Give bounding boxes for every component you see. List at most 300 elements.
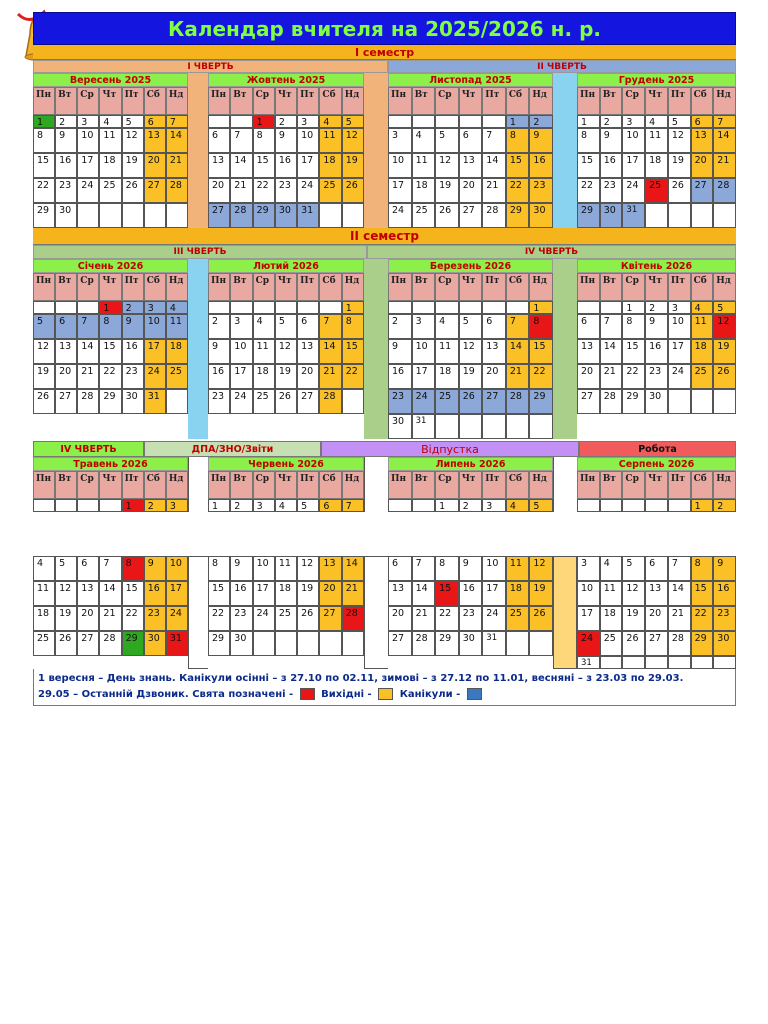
weekday-tue: Вт bbox=[600, 471, 623, 499]
day-grid bbox=[33, 499, 188, 512]
day-cell: 4 bbox=[691, 301, 714, 314]
day-cell: 20 bbox=[459, 178, 483, 203]
day-cell: 1 bbox=[342, 301, 364, 314]
weekday-sun: Нд bbox=[529, 273, 553, 301]
weekday-wed: Ср bbox=[435, 273, 459, 301]
weekday-tue: Вт bbox=[230, 471, 252, 499]
month-title: Травень 2026 bbox=[33, 457, 188, 471]
day-cell: 14 bbox=[99, 581, 121, 606]
day-cell: 23 bbox=[230, 606, 252, 631]
weekday-fri: Пт bbox=[122, 87, 144, 115]
day-cell bbox=[713, 656, 736, 669]
day-cell: 7 bbox=[482, 128, 506, 153]
weekday-sun: Нд bbox=[342, 273, 364, 301]
weekday-wed: Ср bbox=[435, 87, 459, 115]
day-cell: 19 bbox=[33, 364, 55, 389]
day-cell: 11 bbox=[600, 581, 623, 606]
day-cell: 11 bbox=[691, 314, 714, 339]
day-grid bbox=[33, 301, 188, 414]
day-cell: 16 bbox=[600, 153, 623, 178]
day-cell: 9 bbox=[713, 556, 736, 581]
day-cell: 16 bbox=[388, 364, 412, 389]
day-cell: 2 bbox=[275, 115, 297, 128]
day-cell: 6 bbox=[297, 314, 319, 339]
day-cell: 22 bbox=[577, 178, 600, 203]
day-cell: 26 bbox=[342, 178, 364, 203]
day-cell: 17 bbox=[412, 364, 436, 389]
day-cell bbox=[208, 301, 230, 314]
day-cell: 1 bbox=[506, 115, 530, 128]
day-cell bbox=[600, 301, 623, 314]
day-cell: 11 bbox=[506, 556, 530, 581]
day-cell: 1 bbox=[208, 499, 230, 512]
day-cell: 20 bbox=[482, 364, 506, 389]
day-cell: 24 bbox=[253, 606, 275, 631]
weekday-tue: Вт bbox=[600, 273, 623, 301]
day-cell: 6 bbox=[208, 128, 230, 153]
weekday-sun: Нд bbox=[166, 273, 188, 301]
day-cell: 27 bbox=[297, 389, 319, 414]
day-cell: 7 bbox=[319, 314, 341, 339]
day-cell: 17 bbox=[230, 364, 252, 389]
day-cell: 15 bbox=[208, 581, 230, 606]
day-cell: 14 bbox=[342, 556, 364, 581]
day-cell: 20 bbox=[55, 364, 77, 389]
page-title: Календар вчителя на 2025/2026 н. р. bbox=[33, 12, 736, 45]
weekday-fri: Пт bbox=[297, 471, 319, 499]
day-cell: 7 bbox=[600, 314, 623, 339]
summer-continuation bbox=[33, 556, 736, 706]
day-cell bbox=[459, 301, 483, 314]
day-cell: 12 bbox=[33, 339, 55, 364]
weekday-header bbox=[208, 87, 364, 115]
day-cell: 10 bbox=[668, 314, 691, 339]
day-cell: 12 bbox=[297, 556, 319, 581]
weekday-header bbox=[33, 471, 188, 499]
day-cell: 10 bbox=[144, 314, 166, 339]
month-march bbox=[388, 259, 553, 439]
day-cell: 15 bbox=[577, 153, 600, 178]
day-cell bbox=[459, 414, 483, 439]
day-cell: 12 bbox=[55, 581, 77, 606]
day-cell: 26 bbox=[529, 606, 553, 631]
day-cell: 29 bbox=[122, 631, 144, 656]
day-cell: 2 bbox=[208, 314, 230, 339]
day-cell: 25 bbox=[275, 606, 297, 631]
day-cell: 19 bbox=[713, 339, 736, 364]
calendar-sheet bbox=[33, 12, 736, 512]
day-cell: 14 bbox=[713, 128, 736, 153]
month-title: Серпень 2026 bbox=[577, 457, 736, 471]
day-cell: 11 bbox=[412, 153, 436, 178]
day-cell: 13 bbox=[55, 339, 77, 364]
day-cell bbox=[668, 499, 691, 512]
day-cell: 21 bbox=[77, 364, 99, 389]
weekday-sat: Сб bbox=[506, 471, 530, 499]
day-cell bbox=[122, 203, 144, 228]
weekday-header bbox=[577, 471, 736, 499]
day-cell: 3 bbox=[77, 115, 99, 128]
day-cell: 25 bbox=[600, 631, 623, 656]
weekday-fri: Пт bbox=[668, 273, 691, 301]
day-cell: 8 bbox=[122, 556, 144, 581]
day-grid bbox=[33, 556, 188, 656]
day-cell: 25 bbox=[33, 631, 55, 656]
weekday-header bbox=[388, 471, 553, 499]
day-cell: 28 bbox=[506, 389, 530, 414]
day-cell: 20 bbox=[319, 581, 341, 606]
day-cell: 25 bbox=[506, 606, 530, 631]
weekday-thu: Чт bbox=[275, 87, 297, 115]
month-august bbox=[577, 457, 736, 512]
weekday-tue: Вт bbox=[412, 273, 436, 301]
weekday-mon: Пн bbox=[577, 471, 600, 499]
column-separator bbox=[364, 457, 388, 512]
day-cell: 10 bbox=[77, 128, 99, 153]
day-cell bbox=[99, 203, 121, 228]
weekday-sun: Нд bbox=[342, 87, 364, 115]
spring-months bbox=[33, 259, 736, 439]
day-cell: 24 bbox=[668, 364, 691, 389]
day-cell: 10 bbox=[412, 339, 436, 364]
day-cell: 30 bbox=[55, 203, 77, 228]
day-cell: 28 bbox=[600, 389, 623, 414]
day-cell: 21 bbox=[600, 364, 623, 389]
day-cell: 13 bbox=[208, 153, 230, 178]
day-cell: 15 bbox=[529, 339, 553, 364]
weekday-thu: Чт bbox=[645, 471, 668, 499]
day-cell bbox=[388, 301, 412, 314]
day-cell: 25 bbox=[319, 178, 341, 203]
day-cell bbox=[55, 301, 77, 314]
day-cell bbox=[482, 414, 506, 439]
weekday-mon: Пн bbox=[577, 87, 600, 115]
day-cell: 18 bbox=[166, 339, 188, 364]
day-cell: 26 bbox=[275, 389, 297, 414]
column-separator bbox=[188, 457, 208, 512]
day-cell: 14 bbox=[412, 581, 436, 606]
day-cell: 12 bbox=[342, 128, 364, 153]
day-cell: 9 bbox=[645, 314, 668, 339]
day-cell: 16 bbox=[529, 153, 553, 178]
weekday-sat: Сб bbox=[319, 87, 341, 115]
day-grid bbox=[208, 115, 364, 228]
day-cell: 4 bbox=[645, 115, 668, 128]
day-cell: 3 bbox=[412, 314, 436, 339]
day-cell: 5 bbox=[55, 556, 77, 581]
day-cell: 10 bbox=[577, 581, 600, 606]
weekday-tue: Вт bbox=[230, 87, 252, 115]
day-cell: 3 bbox=[144, 301, 166, 314]
day-cell bbox=[645, 656, 668, 669]
weekday-wed: Ср bbox=[435, 471, 459, 499]
day-cell: 18 bbox=[275, 581, 297, 606]
day-cell: 13 bbox=[388, 581, 412, 606]
day-cell: 30 bbox=[230, 631, 252, 656]
day-cell bbox=[691, 656, 714, 669]
day-cell: 29 bbox=[208, 631, 230, 656]
day-cell bbox=[529, 631, 553, 656]
day-cell: 31 bbox=[622, 203, 645, 228]
notes-line-2 bbox=[38, 687, 731, 703]
weekday-header bbox=[388, 273, 553, 301]
column-separator bbox=[553, 73, 577, 228]
day-cell: 19 bbox=[622, 606, 645, 631]
quarter-2-label: II ЧВЕРТЬ bbox=[388, 60, 736, 73]
day-cell: 6 bbox=[55, 314, 77, 339]
day-cell: 16 bbox=[645, 339, 668, 364]
weekday-mon: Пн bbox=[208, 471, 230, 499]
day-cell: 23 bbox=[600, 178, 623, 203]
day-grid bbox=[577, 499, 736, 512]
day-cell: 14 bbox=[506, 339, 530, 364]
month-september bbox=[33, 73, 188, 228]
day-grid bbox=[208, 556, 364, 656]
day-cell: 28 bbox=[99, 631, 121, 656]
notes-last-bell: 29.05 – Останній Дзвоник. Свята позначені - bbox=[38, 689, 294, 700]
day-cell: 28 bbox=[77, 389, 99, 414]
day-cell: 26 bbox=[122, 178, 144, 203]
day-cell: 15 bbox=[506, 153, 530, 178]
day-cell: 15 bbox=[622, 339, 645, 364]
day-cell: 22 bbox=[622, 364, 645, 389]
day-cell: 13 bbox=[319, 556, 341, 581]
day-cell: 30 bbox=[529, 203, 553, 228]
day-cell: 26 bbox=[435, 203, 459, 228]
day-cell: 24 bbox=[166, 606, 188, 631]
day-cell: 5 bbox=[668, 115, 691, 128]
day-cell bbox=[577, 301, 600, 314]
day-cell: 8 bbox=[99, 314, 121, 339]
day-cell: 5 bbox=[622, 556, 645, 581]
vacation-swatch bbox=[467, 688, 482, 700]
day-cell: 18 bbox=[506, 581, 530, 606]
day-cell: 11 bbox=[275, 556, 297, 581]
day-cell: 3 bbox=[166, 499, 188, 512]
day-grid bbox=[388, 556, 553, 656]
day-cell: 26 bbox=[297, 606, 319, 631]
day-cell: 24 bbox=[622, 178, 645, 203]
day-cell bbox=[166, 203, 188, 228]
summer-months-top bbox=[33, 457, 736, 512]
month-october bbox=[208, 73, 364, 228]
day-grid bbox=[208, 499, 364, 512]
weekday-thu: Чт bbox=[645, 273, 668, 301]
day-cell: 15 bbox=[99, 339, 121, 364]
day-cell: 23 bbox=[122, 364, 144, 389]
day-cell: 14 bbox=[668, 581, 691, 606]
weekday-tue: Вт bbox=[55, 471, 77, 499]
weekday-sun: Нд bbox=[713, 273, 736, 301]
day-cell bbox=[506, 414, 530, 439]
day-cell: 22 bbox=[529, 364, 553, 389]
day-cell: 19 bbox=[297, 581, 319, 606]
day-cell: 4 bbox=[33, 556, 55, 581]
day-cell bbox=[253, 301, 275, 314]
month-title: Квітень 2026 bbox=[577, 259, 736, 273]
day-cell: 16 bbox=[459, 581, 483, 606]
weekday-wed: Ср bbox=[77, 273, 99, 301]
day-cell: 26 bbox=[33, 389, 55, 414]
day-cell bbox=[319, 301, 341, 314]
day-cell bbox=[691, 203, 714, 228]
day-cell: 10 bbox=[388, 153, 412, 178]
day-cell: 30 bbox=[600, 203, 623, 228]
day-cell: 18 bbox=[253, 364, 275, 389]
day-cell: 15 bbox=[342, 339, 364, 364]
day-cell: 7 bbox=[412, 556, 436, 581]
day-cell: 10 bbox=[622, 128, 645, 153]
day-cell: 21 bbox=[713, 153, 736, 178]
day-cell: 9 bbox=[55, 128, 77, 153]
day-cell bbox=[342, 389, 364, 414]
day-cell: 5 bbox=[33, 314, 55, 339]
day-cell: 3 bbox=[482, 499, 506, 512]
day-cell: 1 bbox=[691, 499, 714, 512]
month-title: Лютий 2026 bbox=[208, 259, 364, 273]
weekday-fri: Пт bbox=[122, 471, 144, 499]
day-cell: 2 bbox=[122, 301, 144, 314]
day-cell: 14 bbox=[230, 153, 252, 178]
day-cell: 13 bbox=[645, 581, 668, 606]
day-grid bbox=[388, 301, 553, 439]
weekday-wed: Ср bbox=[77, 471, 99, 499]
day-cell: 7 bbox=[668, 556, 691, 581]
day-cell bbox=[435, 115, 459, 128]
day-cell: 18 bbox=[435, 364, 459, 389]
day-cell bbox=[275, 631, 297, 656]
weekday-fri: Пт bbox=[297, 87, 319, 115]
weekday-fri: Пт bbox=[668, 87, 691, 115]
month-june bbox=[208, 457, 364, 512]
day-cell: 9 bbox=[230, 556, 252, 581]
weekday-thu: Чт bbox=[99, 87, 121, 115]
day-cell: 31 bbox=[482, 631, 506, 656]
day-cell: 15 bbox=[435, 581, 459, 606]
weekday-sat: Сб bbox=[691, 87, 714, 115]
weekday-tue: Вт bbox=[55, 273, 77, 301]
day-cell bbox=[506, 301, 530, 314]
day-cell: 5 bbox=[122, 115, 144, 128]
day-cell: 19 bbox=[668, 153, 691, 178]
day-cell: 29 bbox=[33, 203, 55, 228]
day-cell: 17 bbox=[577, 606, 600, 631]
day-cell: 21 bbox=[482, 178, 506, 203]
weekday-thu: Чт bbox=[459, 273, 483, 301]
day-cell: 27 bbox=[645, 631, 668, 656]
notes-vacations: Канікули - bbox=[399, 689, 461, 700]
legend-dpa: ДПА/ЗНО/Звіти bbox=[144, 441, 321, 457]
quarter-row-2 bbox=[33, 245, 736, 259]
month-may-weeks bbox=[33, 556, 188, 669]
weekday-sun: Нд bbox=[166, 471, 188, 499]
semester-1-header: I семестр bbox=[33, 45, 736, 60]
day-cell: 8 bbox=[622, 314, 645, 339]
weekday-header bbox=[208, 273, 364, 301]
day-cell: 14 bbox=[482, 153, 506, 178]
day-cell: 30 bbox=[388, 414, 412, 439]
day-cell: 26 bbox=[459, 389, 483, 414]
column-separator bbox=[364, 259, 388, 439]
month-title: Січень 2026 bbox=[33, 259, 188, 273]
weekday-fri: Пт bbox=[482, 273, 506, 301]
day-cell: 13 bbox=[144, 128, 166, 153]
day-cell: 27 bbox=[77, 631, 99, 656]
column-separator bbox=[553, 259, 577, 439]
day-cell: 19 bbox=[435, 178, 459, 203]
day-cell bbox=[208, 115, 230, 128]
day-cell: 4 bbox=[506, 499, 530, 512]
day-cell bbox=[99, 499, 121, 512]
day-cell: 19 bbox=[459, 364, 483, 389]
day-cell: 17 bbox=[77, 153, 99, 178]
day-cell: 8 bbox=[529, 314, 553, 339]
day-cell: 22 bbox=[342, 364, 364, 389]
day-cell bbox=[622, 656, 645, 669]
day-cell: 9 bbox=[388, 339, 412, 364]
day-cell: 29 bbox=[529, 389, 553, 414]
day-cell: 4 bbox=[253, 314, 275, 339]
day-cell: 16 bbox=[122, 339, 144, 364]
day-cell: 24 bbox=[297, 178, 319, 203]
day-cell: 6 bbox=[388, 556, 412, 581]
day-cell: 15 bbox=[122, 581, 144, 606]
month-november bbox=[388, 73, 553, 228]
day-cell: 3 bbox=[297, 115, 319, 128]
weekday-sun: Нд bbox=[713, 471, 736, 499]
day-cell: 22 bbox=[122, 606, 144, 631]
month-december bbox=[577, 73, 736, 228]
day-cell: 26 bbox=[713, 364, 736, 389]
day-cell: 17 bbox=[668, 339, 691, 364]
summer-months-bottom bbox=[33, 556, 736, 669]
day-cell: 6 bbox=[577, 314, 600, 339]
day-cell: 24 bbox=[577, 631, 600, 656]
month-title: Червень 2026 bbox=[208, 457, 364, 471]
day-cell: 2 bbox=[144, 499, 166, 512]
day-cell bbox=[77, 301, 99, 314]
day-cell: 22 bbox=[691, 606, 714, 631]
day-cell: 2 bbox=[600, 115, 623, 128]
day-cell bbox=[33, 499, 55, 512]
day-cell: 23 bbox=[645, 364, 668, 389]
day-cell: 8 bbox=[342, 314, 364, 339]
day-cell bbox=[529, 414, 553, 439]
month-june-weeks bbox=[208, 556, 364, 669]
day-cell: 11 bbox=[99, 128, 121, 153]
day-cell: 6 bbox=[77, 556, 99, 581]
weekday-header bbox=[33, 273, 188, 301]
day-cell: 27 bbox=[482, 389, 506, 414]
day-cell: 18 bbox=[412, 178, 436, 203]
day-cell: 11 bbox=[166, 314, 188, 339]
day-cell: 18 bbox=[691, 339, 714, 364]
weekday-sun: Нд bbox=[529, 471, 553, 499]
weekday-mon: Пн bbox=[33, 471, 55, 499]
day-cell bbox=[668, 389, 691, 414]
day-cell: 29 bbox=[691, 631, 714, 656]
day-cell: 1 bbox=[622, 301, 645, 314]
day-cell: 28 bbox=[668, 631, 691, 656]
day-cell: 6 bbox=[482, 314, 506, 339]
day-cell: 4 bbox=[435, 314, 459, 339]
day-cell: 30 bbox=[122, 389, 144, 414]
day-cell bbox=[33, 301, 55, 314]
day-cell: 12 bbox=[668, 128, 691, 153]
weekday-tue: Вт bbox=[412, 87, 436, 115]
day-cell: 8 bbox=[33, 128, 55, 153]
day-cell: 19 bbox=[529, 581, 553, 606]
